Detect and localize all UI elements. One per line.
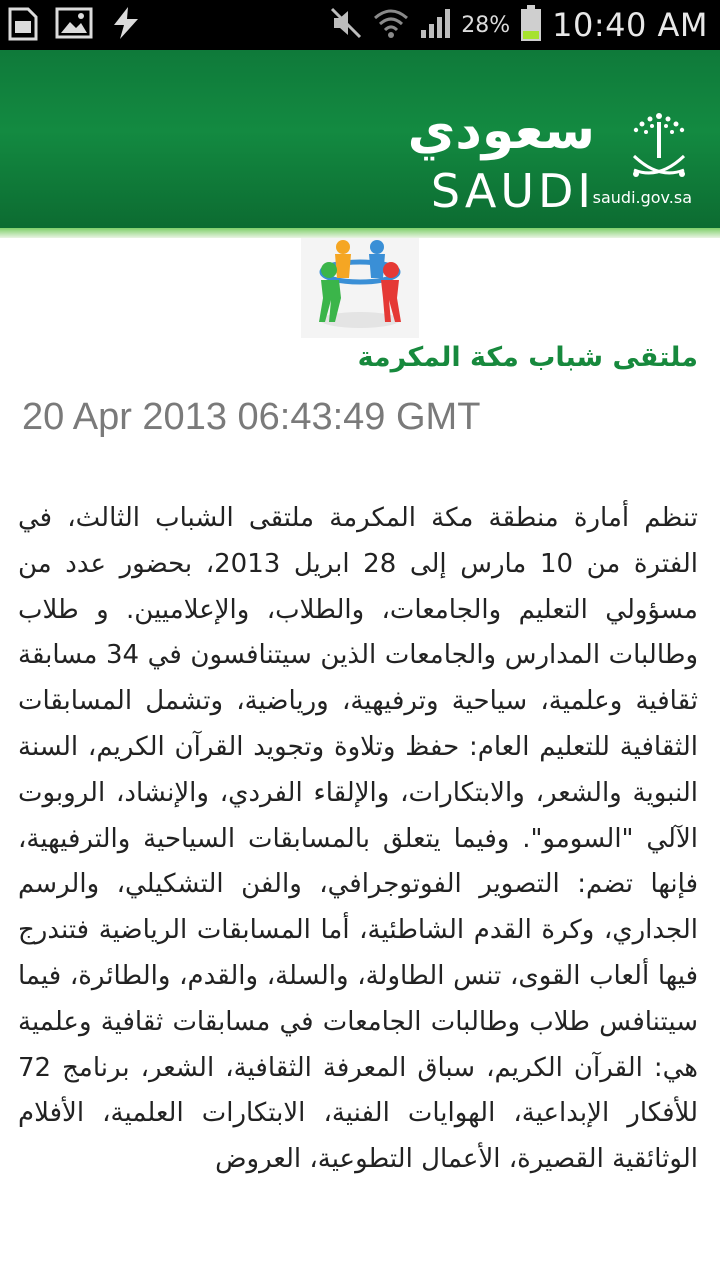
header-banner[interactable] [0,50,720,230]
battery-icon [520,4,542,46]
palm-swords-emblem-icon [626,108,692,192]
banner-divider [0,228,720,238]
logo-arabic-text: سعودي [407,101,595,161]
battery-percent: 28% [461,12,511,38]
article-title[interactable]: ملتقى شباب مكة المكرمة [357,342,698,373]
logo-url-text: saudi.gov.sa [592,188,692,207]
signal-icon [419,6,453,44]
usb-debug-icon [108,5,144,45]
wifi-icon [373,6,409,44]
people-circle-icon [301,238,419,338]
system-icons [319,0,708,50]
logo-english-text: SAUDI [430,164,595,218]
mute-icon [329,6,363,44]
sim-card-icon [6,5,40,45]
gallery-icon [54,5,94,45]
article-date: 20 Apr 2013 06:43:49 GMT [22,396,481,438]
notification-icons [6,6,158,44]
status-bar [0,0,720,50]
article-body: تنظم أمارة منطقة مكة المكرمة ملتقى الشباب الثالث، في الفترة من 10 مارس إلى 28 ابريل 2013، بحضور عدد من مسؤولي التعليم والجامعات، والطلاب، والإعلاميين. و طلاب وطالبات المدارس والجامعات الذين سيتنافسون في 34 مسابقة ثقافية وعلمية، سياحية وترفيهية، ورياضية، وتشمل المسابقات الثقافية للتعليم العام: حفظ وتلاوة وتجويد القرآن الكريم، السنة النبوية والشعر، والابتكارات، والإلقاء الفردي، والإنشاد، الروبوت الآلي "السومو". وفيما يتعلق بالمسابقات السياحية والترفيهية، فإنها تضم: التصوير الفوتوجرافي، والفن التشكيلي، والرسم الجداري، وكرة القدم الشاطئية، أما المسابقات الرياضية فتندرج فيها ألعاب القوى، تنس الطاولة، والسلة، والقدم، والطائرة، فيما سيتنافس طلاب وطالبات الجامعات في مسابقات ثقافية وعلمية هي: القرآن الكريم، سباق المعرفة الثقافية، الشعر، برنامج 72 للأفكار الإبداعية، الهوايات الفنية، الابتكارات العلمية، الأفلام الوثائقية القصيرة، الأعمال التطوعية، العروض [18,503,698,1175]
article-thumbnail[interactable] [301,238,419,338]
clock: 10:40 AM [552,6,708,44]
